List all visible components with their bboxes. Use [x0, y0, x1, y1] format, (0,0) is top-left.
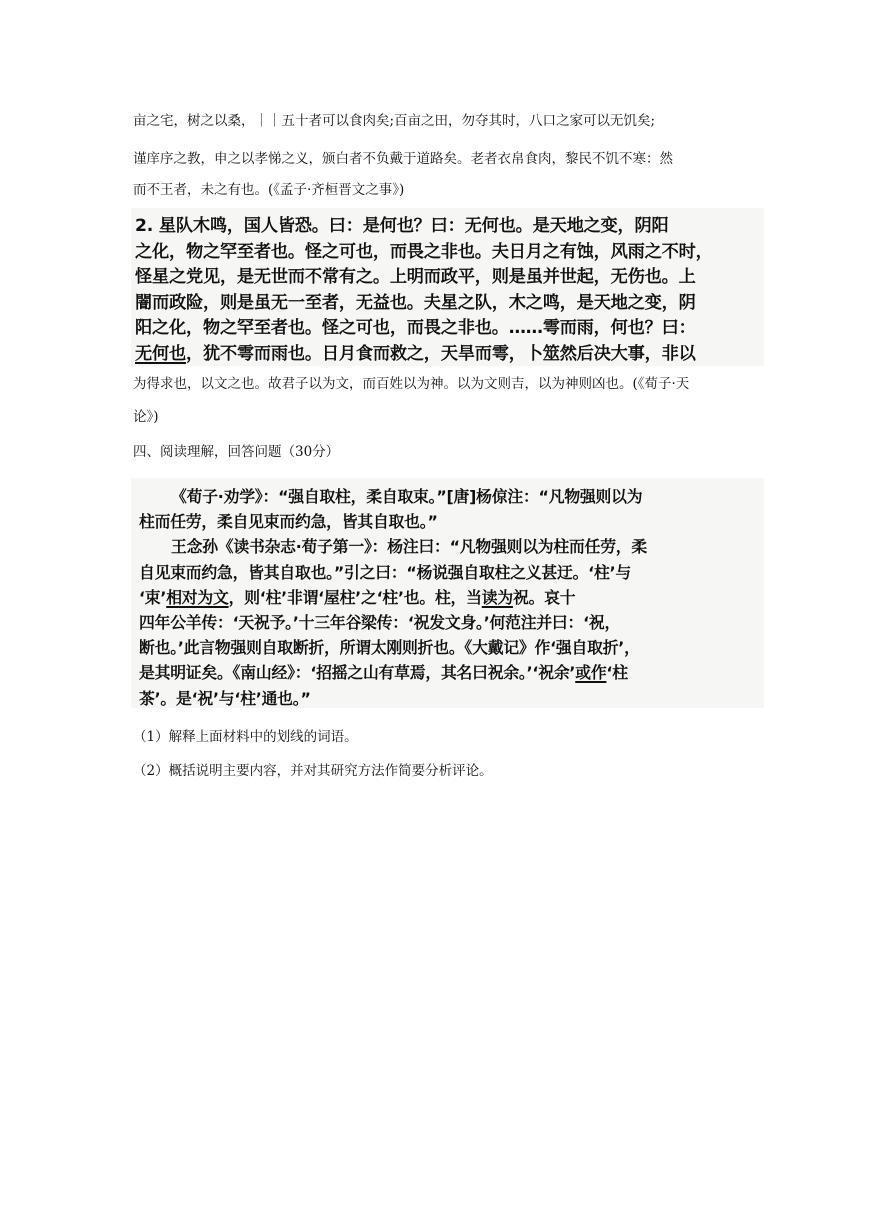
scan-line: [135, 342, 758, 368]
scan-line: 2. 星队木鸣，国人皆恐。曰：是何也？曰：无何也。是天地之变，阴阳: [135, 216, 669, 236]
scan-text: ，则‘柱’非谓‘屋柱’之‘柱’也。柱，当: [228, 587, 482, 607]
scan-text: 祝。哀十: [512, 587, 576, 607]
paragraph-line: 为得求也，以文之也。故君子以为文，而百姓以为神。以为文则吉，以为神则凶也。(《荀子·天: [133, 376, 690, 392]
scanned-excerpt-xunzi-tianlun: [131, 208, 764, 366]
underlined-term: 相对为文: [166, 587, 229, 607]
scan-line: 茶’。是‘祝’与‘柱’通也。”: [139, 688, 311, 708]
scan-line: [139, 585, 754, 610]
scan-text: 是其明证矣。《南山经》：‘招摇之山有草焉，其名曰祝余。’‘祝余’: [139, 663, 576, 683]
paragraph-line: 论》): [133, 409, 159, 425]
scan-text: ，犹不雩而雨也。日月食而救之，天旱而雩，卜筮然后决大事，非以: [185, 343, 696, 364]
scan-text: ‘柱: [606, 663, 628, 683]
section-heading: 四、阅读理解，回答问题（30分）: [133, 444, 340, 460]
scan-line: 闇而政险，则是虽无一至者，无益也。夫星之队，木之鸣，是天地之变，阴: [135, 292, 696, 313]
paragraph-line: 而不王者，未之有也。(《孟子·齐桓晋文之事》): [133, 182, 405, 198]
scan-line: 王念孙《读书杂志·荀子第一》：杨注曰：“凡物强则以为柱而任劳，柔: [171, 537, 647, 557]
paragraph-line: 亩之宅，树之以桑，｜｜五十者可以食肉矣;百亩之田，勿夺其时，八口之家可以无饥矣;: [133, 113, 656, 129]
scan-text: ‘束’: [139, 587, 167, 607]
scan-line: 阳之化，物之罕至者也。怪之可也，而畏之非也。……雩而雨，何也？曰：: [135, 318, 696, 338]
underlined-term: 或作: [575, 663, 607, 683]
scanned-excerpt-wang-niansun: [131, 478, 764, 708]
paragraph-line: 谨庠序之教，申之以孝悌之义，颁白者不负戴于道路矣。老者衣帛食肉，黎民不饥不寒：然: [133, 151, 673, 167]
scan-line: 柱而任劳，柔自见束而约急，皆其自取也。”: [139, 512, 438, 532]
underlined-term: 读为: [481, 587, 513, 607]
scan-line: 断也。’此言物强则自取断折，所谓太刚则折也。《大戴记》作‘强自取折’，: [139, 638, 640, 658]
scan-line: 《荀子·劝学》：“强自取柱，柔自取束。”[唐]杨倞注：“凡物强则以为: [171, 487, 643, 506]
scan-line: 之化，物之罕至者也。怪之可也，而畏之非也。夫日月之有蚀，风雨之不时，: [135, 241, 713, 262]
scan-line: 怪星之党见，是无世而不常有之。上明而政平，则是虽并世起，无伤也。上: [135, 267, 696, 287]
scan-line: 自见束而约急，皆其自取也。”引之曰：“杨说强自取柱之义甚迂。‘柱’与: [139, 562, 631, 582]
question-2: （2）概括说明主要内容，并对其研究方法作简要分析评论。: [133, 763, 493, 779]
scan-line: 四年公羊传：‘天祝予。’十三年谷梁传：‘祝发文身。’何范注并曰：‘祝，: [139, 613, 621, 633]
scan-line: [139, 660, 754, 685]
underlined-term: 无何也: [135, 343, 186, 364]
question-1: （1）解释上面材料中的划线的词语。: [133, 729, 358, 745]
